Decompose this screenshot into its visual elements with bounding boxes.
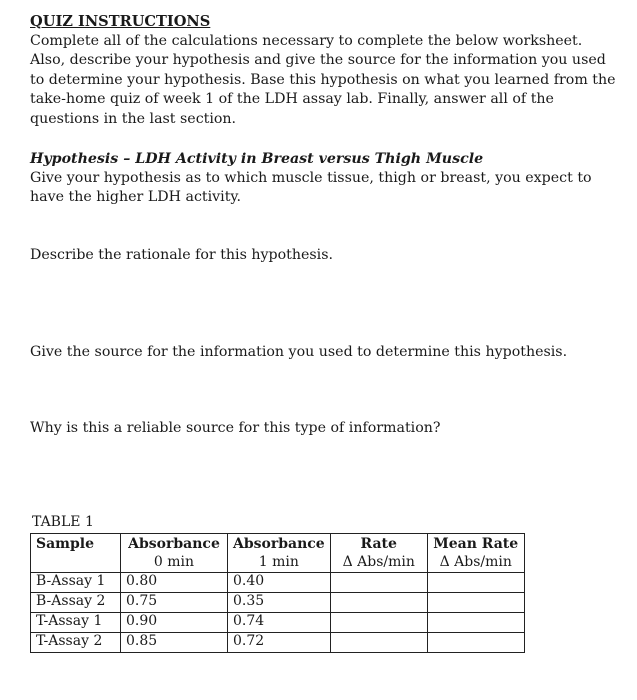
cell-mean-rate[interactable] xyxy=(427,613,524,633)
table-row xyxy=(31,593,525,613)
subheader-mean-units: Δ Abs/min xyxy=(427,554,524,573)
source-question: Give the source for the information you used to determine this hypothesis. xyxy=(30,344,568,360)
table-header-row xyxy=(31,534,525,555)
cell-sample: B-Assay 2 xyxy=(31,593,121,613)
subheader-0-min: 0 min xyxy=(121,554,228,573)
cell-absorbance-1: 0.72 xyxy=(228,633,331,653)
subheader-1-min: 1 min xyxy=(228,554,331,573)
cell-rate[interactable] xyxy=(330,573,427,593)
table-row xyxy=(31,613,525,633)
cell-rate[interactable] xyxy=(330,613,427,633)
header-sample: Sample xyxy=(31,534,121,555)
table-subheader-row xyxy=(31,554,525,573)
cell-absorbance-0: 0.90 xyxy=(121,613,228,633)
subheader-rate-units: Δ Abs/min xyxy=(330,554,427,573)
cell-mean-rate[interactable] xyxy=(427,593,524,613)
absorbance-table xyxy=(30,533,525,653)
table-label: TABLE 1 xyxy=(32,514,94,530)
cell-sample: B-Assay 1 xyxy=(31,573,121,593)
cell-mean-rate[interactable] xyxy=(427,633,524,653)
rationale-question: Describe the rationale for this hypothesis. xyxy=(30,247,333,263)
cell-absorbance-1: 0.35 xyxy=(228,593,331,613)
header-mean-rate: Mean Rate xyxy=(427,534,524,555)
cell-absorbance-1: 0.74 xyxy=(228,613,331,633)
quiz-instructions-heading: QUIZ INSTRUCTIONS xyxy=(30,13,211,30)
cell-rate[interactable] xyxy=(330,593,427,613)
cell-absorbance-0: 0.85 xyxy=(121,633,228,653)
header-absorbance-0: Absorbance xyxy=(121,534,228,555)
cell-rate[interactable] xyxy=(330,633,427,653)
hypothesis-title: Hypothesis – LDH Activity in Breast versus Thigh Muscle xyxy=(30,151,484,167)
header-absorbance-1: Absorbance xyxy=(228,534,331,555)
cell-absorbance-1: 0.40 xyxy=(228,573,331,593)
cell-absorbance-0: 0.75 xyxy=(121,593,228,613)
instructions-paragraph: Complete all of the calculations necessary to complete the below worksheet. Also, describe your hypothesis and give the source for the information you used to determine your hypothesis. Base this hypothesis on what you learned from the take-home quiz of week 1 of the LDH assay lab. Finally, answer all of the questions in the last section. xyxy=(30,33,616,127)
cell-sample: T-Assay 1 xyxy=(31,613,121,633)
table-row xyxy=(31,573,525,593)
cell-sample: T-Assay 2 xyxy=(31,633,121,653)
reliable-source-question: Why is this a reliable source for this type of information? xyxy=(30,420,441,436)
table-row xyxy=(31,633,525,653)
cell-mean-rate[interactable] xyxy=(427,573,524,593)
hypothesis-prompt: Give your hypothesis as to which muscle tissue, thigh or breast, you expect to have the higher LDH activity. xyxy=(30,170,592,206)
cell-absorbance-0: 0.80 xyxy=(121,573,228,593)
subheader-sample xyxy=(31,554,121,573)
header-rate: Rate xyxy=(330,534,427,555)
